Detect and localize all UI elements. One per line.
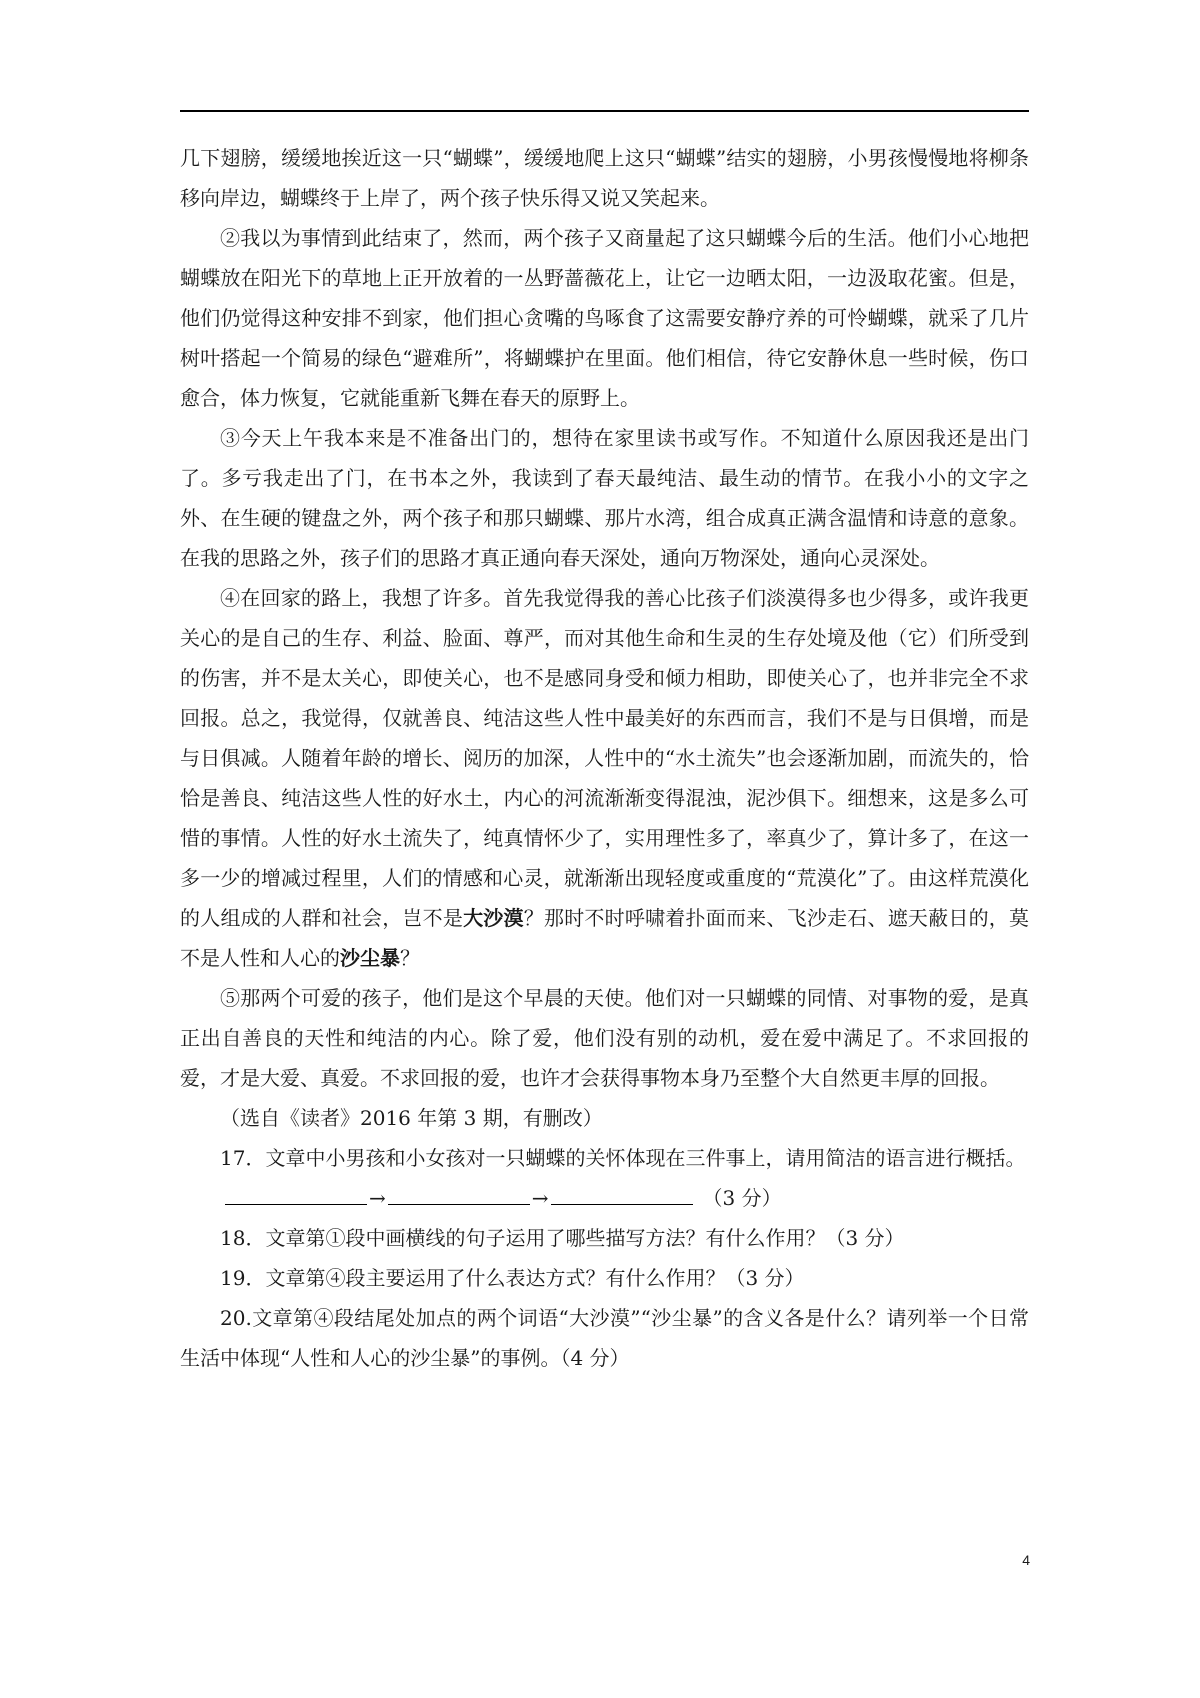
article-body — [180, 138, 1029, 1378]
paragraph-5: ⑤那两个可爱的孩子，他们是这个早晨的天使。他们对一只蝴蝶的同情、对事物的爱，是真正出自善良的天性和纯洁的内心。除了爱，他们没有别的动机，爱在爱中满足了。不求回报的爱，才是大爱、真爱。不求回报的爱，也许才会获得事物本身乃至整个大自然更丰厚的回报。 — [180, 986, 1029, 1090]
paragraph-4 — [180, 578, 1029, 978]
header-rule — [180, 110, 1029, 112]
answer-blank-2[interactable] — [388, 1184, 530, 1205]
question-19: 19．文章第④段主要运用了什么表达方式？有什么作用？（3 分） — [220, 1266, 805, 1290]
paragraph-3: ③今天上午我本来是不准备出门的，想待在家里读书或写作。不知道什么原因我还是出门了。多亏我走出了门，在书本之外，我读到了春天最纯洁、最生动的情节。在我小小的文字之外、在生硬的键盘之外，两个孩子和那只蝴蝶、那片水湾，组合成真正满含温情和诗意的意象。在我的思路之外，孩子们的思路才真正通向春天深处，通向万物深处，通向心灵深处。 — [180, 426, 1029, 570]
question-20: 20.文章第④段结尾处加点的两个词语“大沙漠”“沙尘暴”的含义各是什么？请列举一个日常生活中体现“人性和人心的沙尘暴”的事例。（4 分） — [180, 1306, 1029, 1370]
arrow-icon: → — [369, 1186, 386, 1210]
paragraph-2: ②我以为事情到此结束了，然而，两个孩子又商量起了这只蝴蝶今后的生活。他们小心地把蝴蝶放在阳光下的草地上正开放着的一丛野蔷薇花上，让它一边晒太阳，一边汲取花蜜。但是，他们仍觉得这种安排不到家，他们担心贪嘴的鸟啄食了这需要安静疗养的可怜蝴蝶，就采了几片树叶搭起一个简易的绿色“避难所”，将蝴蝶护在里面。他们相信，待它安静休息一些时候，伤口愈合，体力恢复，它就能重新飞舞在春天的原野上。 — [180, 226, 1029, 410]
dotted-word-sandstorm: 沙尘暴 — [340, 946, 400, 970]
dotted-word-big-desert: 大沙漠 — [463, 906, 524, 930]
answer-blank-1[interactable] — [225, 1184, 367, 1205]
question-17-points: （3 分） — [702, 1186, 782, 1210]
arrow-icon: → — [531, 1186, 549, 1210]
paragraph-4-text-a: ④在回家的路上，我想了许多。首先我觉得我的善心比孩子们淡漠得多也少得多，或许我更关心的是自己的生存、利益、脸面、尊严，而对其他生命和生灵的生存处境及他（它）们所受到的伤害，并不是太关心，即使关心，也不是感同身受和倾力相助，即使关心了，也并非完全不求回报。总之，我觉得，仅就善良、纯洁这些人性中最美好的东西而言，我们不是与日俱增，而是与日俱减。人随着年龄的增长、阅历的加深，人性中的“水土流失”也会逐渐加剧，而流失的，恰恰是善良、纯洁这些人性的好水土，内心的河流渐渐变得混浊，泥沙俱下。细想来，这是多么可惜的事情。人性的好水土流失了，纯真情怀少了，实用理性多了，率真少了，算计多了，在这一多一少的增减过程里，人们的情感和心灵，就渐渐出现轻度或重度的“荒漠化”了。由这样荒漠化的人组成的人群和社会，岂不是 — [180, 586, 1029, 930]
question-17-answer-row — [180, 1178, 1029, 1218]
source-note: （选自《读者》2016 年第 3 期，有删改） — [220, 1106, 603, 1130]
question-18: 18．文章第①段中画横线的句子运用了哪些描写方法？有什么作用？（3 分） — [220, 1226, 905, 1250]
question-17: 17．文章中小男孩和小女孩对一只蝴蝶的关怀体现在三件事上，请用简洁的语言进行概括。 — [220, 1146, 1026, 1170]
page-number: 4 — [1022, 1552, 1030, 1568]
paragraph-1-continued: 几下翅膀，缓缓地挨近这一只“蝴蝶”，缓缓地爬上这只“蝴蝶”结实的翅膀，小男孩慢慢地将柳条移向岸边，蝴蝶终于上岸了，两个孩子快乐得又说又笑起来。 — [180, 146, 1029, 210]
paragraph-4-text-c: ？ — [400, 946, 420, 970]
answer-blank-3[interactable] — [551, 1184, 693, 1205]
paragraph-4-text-b: ？那时不时呼啸着扑面而来、飞沙走石、遮天蔽日的，莫不是人性和人心的 — [180, 906, 1030, 970]
